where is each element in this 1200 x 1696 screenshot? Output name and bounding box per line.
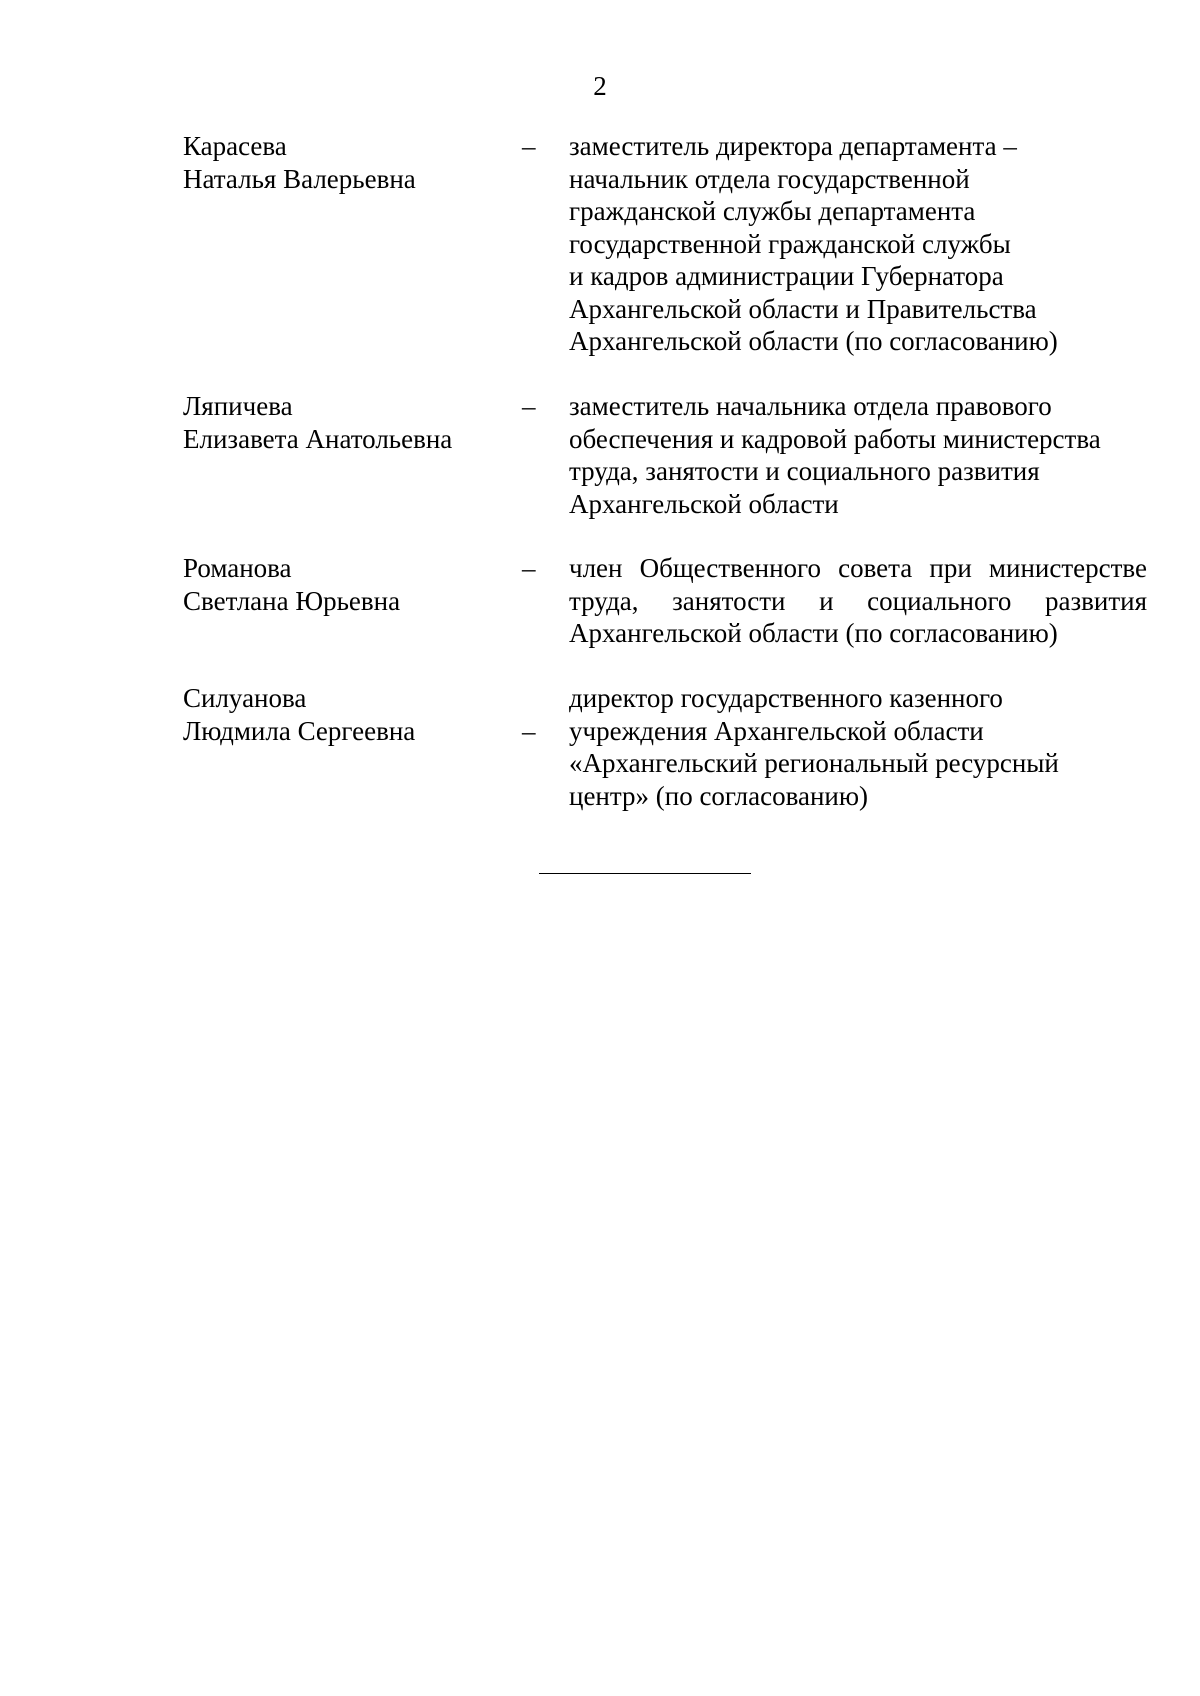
position-line: Архангельской области (по согласованию) [569, 326, 1058, 356]
member-position [569, 682, 1147, 812]
position-line: гражданской службы департамента [569, 196, 976, 226]
dash-separator: – [522, 391, 536, 421]
position-line: Архангельской области [569, 488, 839, 519]
position-line: член Общественного совета при министерстве [569, 553, 1147, 583]
dash-separator: – [522, 131, 536, 161]
member-given-names: Елизавета Анатольевна [183, 423, 453, 454]
position-line: заместитель начальника отдела правового [569, 391, 1052, 421]
position-line: и кадров администрации Губернатора [569, 261, 1004, 291]
member-name [183, 552, 503, 617]
page-number: 2 [593, 71, 607, 101]
position-line: обеспечения и кадровой работы министерства [569, 423, 1101, 454]
position-line: труда, занятости и социального развития [569, 585, 1147, 616]
member-position [569, 130, 1147, 358]
position-line: труда, занятости и социального развития [569, 456, 1040, 486]
member-position [569, 552, 1147, 650]
member-given-names: Людмила Сергеевна [183, 715, 416, 746]
member-surname: Силуанова [183, 683, 307, 713]
member-given-names: Светлана Юрьевна [183, 585, 401, 616]
position-line: Архангельской области и Правительства [569, 293, 1037, 324]
position-line: «Архангельский региональный ресурсный [569, 748, 1059, 778]
member-position [569, 390, 1147, 520]
position-line: начальник отдела государственной [569, 163, 970, 194]
member-name [183, 682, 503, 747]
member-surname: Ляпичева [183, 391, 293, 421]
position-line: государственной гражданской службы [569, 228, 1011, 259]
position-line: учреждения Архангельской области [569, 715, 984, 746]
position-line: заместитель директора департамента – [569, 131, 1017, 161]
end-rule-divider [539, 873, 751, 874]
member-name [183, 390, 503, 455]
position-line: директор государственного казенного [569, 683, 1003, 713]
member-given-names: Наталья Валерьевна [183, 163, 416, 194]
dash-separator: – [522, 715, 536, 746]
position-line: Архангельской области (по согласованию) [569, 618, 1058, 648]
member-name [183, 130, 503, 195]
member-surname: Карасева [183, 131, 287, 161]
member-surname: Романова [183, 553, 292, 583]
dash-separator: – [522, 553, 536, 583]
position-line: центр» (по согласованию) [569, 780, 869, 811]
